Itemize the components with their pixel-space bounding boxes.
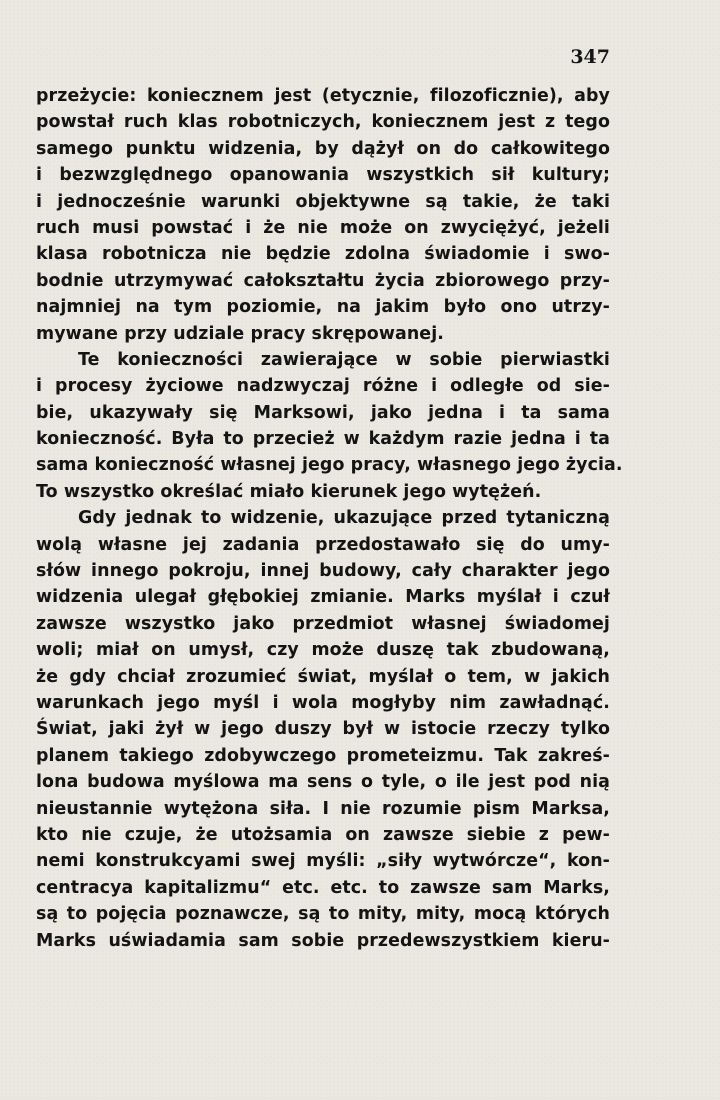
text-line: przeżycie: koniecznem jest (etycznie, filozoficznie), aby xyxy=(36,86,610,106)
text-line: konieczność. Była to przecież w każdym razie jedna i ta xyxy=(36,429,610,450)
text-line: Świat, jaki żył w jego duszy był w istocie rzeczy tylko xyxy=(36,719,610,740)
body-text xyxy=(36,83,623,954)
text-line: bie, ukazywały się Marksowi, jako jedna i ta sama xyxy=(36,402,610,423)
text-line: woli; miał on umysł, czy może duszę tak zbudowaną, xyxy=(36,640,610,661)
text-line: Gdy jednak to widzenie, ukazujące przed tytaniczną xyxy=(78,508,610,529)
text-line: zawsze wszystko jako przedmiot własnej świadomej xyxy=(36,613,610,634)
text-line: że gdy chciał zrozumieć świat, myślał o tem, w jakich xyxy=(36,666,610,687)
paragraph-2 xyxy=(36,347,623,505)
text-line: warunkach jego myśl i wola mogłyby nim zawładnąć. xyxy=(36,692,610,713)
page-number: 347 xyxy=(570,46,610,68)
text-line: i bezwzględnego opanowania wszystkich sił kultury; xyxy=(36,165,610,186)
paragraph-1 xyxy=(36,83,610,347)
paragraph-3 xyxy=(36,505,610,954)
text-line: sama konieczność własnej jego pracy, własnego jego życia. xyxy=(36,455,623,476)
text-line: klasa robotnicza nie będzie zdolna świadomie i swo- xyxy=(36,244,610,265)
text-line: Marks uświadamia sam sobie przedewszystkiem kieru- xyxy=(36,930,610,951)
text-line: są to pojęcia poznawcze, są to mity, mity, mocą których xyxy=(36,904,610,925)
text-line: Te konieczności zawierające w sobie pierwiastki xyxy=(78,349,610,370)
text-line: widzenia ulegał głębokiej zmianie. Marks myślał i czuł xyxy=(36,587,610,608)
text-line: centracya kapitalizmu“ etc. etc. to zawsze sam Marks, xyxy=(36,877,610,898)
text-line: najmniej na tym poziomie, na jakim było ono utrzy- xyxy=(36,297,610,318)
text-line: kto nie czuje, że utożsamia on zawsze siebie z pew- xyxy=(36,824,610,845)
text-line: ruch musi powstać i że nie może on zwyciężyć, jeżeli xyxy=(36,217,610,238)
text-line: nemi konstrukcyami swej myśli: „siły wytwórcze“, kon- xyxy=(36,851,610,872)
text-line: bodnie utrzymywać całokształtu życia zbiorowego przy- xyxy=(36,270,610,291)
text-line: mywane przy udziale pracy skrępowanej. xyxy=(36,323,444,344)
text-line: powstał ruch klas robotniczych, koniecznem jest z tego xyxy=(36,112,610,133)
text-line: lona budowa myślowa ma sens o tyle, o ile jest pod nią xyxy=(36,772,610,793)
text-line: i procesy życiowe nadzwyczaj różne i odległe od sie- xyxy=(36,376,610,397)
text-line: To wszystko określać miało kierunek jego wytężeń. xyxy=(36,481,542,502)
text-line: wolą własne jej zadania przedostawało się do umy- xyxy=(36,534,610,555)
text-line: nieustannie wytężona siła. I nie rozumie pism Marksa, xyxy=(36,798,610,819)
text-line: planem takiego zdobywczego prometeizmu. Tak zakreś- xyxy=(36,745,610,766)
text-line: samego punktu widzenia, by dążył on do całkowitego xyxy=(36,138,610,159)
text-line: słów innego pokroju, innej budowy, cały charakter jego xyxy=(36,561,610,582)
text-line: i jednocześnie warunki objektywne są takie, że taki xyxy=(36,191,610,212)
